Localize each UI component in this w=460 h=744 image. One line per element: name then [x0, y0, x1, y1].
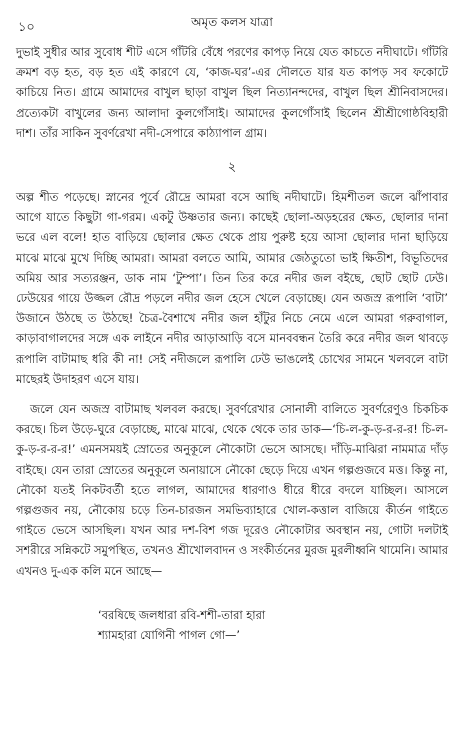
- paragraph-1: দুভাই সুধীর আর সুবোধ শীট এসে গাঁটরি বেঁধে পরণের কাপড় নিয়ে যেত কাচতে নদীঘাটে। গাঁটরি ক্রমশ বড় হত, বড় হত এই কারণে যে, ‘কাজ-ঘর’-এর দৌলতে যার যত কাপড় সব ফকোটে কাচিয়ে নিত। গ্রামে আমাদের বাখুল ছাড়া বাখুল ছিল নিত্যানন্দদের, বাখুল ছিল শ্রীনিবাসদের। প্রত্যেকটা বাখুলের জন্য আলাদা কুলগোঁসাই। আমাদের কুলগোঁসাই ছিলেন শ্রীশ্রীগোষ্ঠবিহারী দাশ। তাঁর সাকিন সুবর্ণরেখা নদী-সেপারে কাঠ্যাপাল গ্রাম।: [16, 45, 448, 140]
- paragraph-2: অল্প শীত পড়েছে। স্নানের পূর্বে রৌদ্রে আমরা বসে আছি নদীঘাটে। হিমশীতল জলে ঝাঁপাবার আগে যাতে কিছুটা গা-গরম। একটু উষ্ণতার জন্য। কাছেই ছোলা-অড়হরের ক্ষেত, ছোলার দানা ভরে এল বলে! হাত বাড়িয়ে ছোলার ক্ষেত থেকে প্রায় পুরুষ্ট হয়ে আসা ছোলার দানা ছাড়িয়ে মাঝে মাঝে মুখে দিচ্ছি আমরা। আমরা বলতে আমি, আমার জেঠতুতো ভাই ক্ষিতীশ, বিভূতিদের অমিয় আর সত্যরঞ্জন, ডাক নাম ‘টুম্পা’। তিন তির করে নদীর জল বইছে, ছোট ছোট ঢেউ। ঢেউয়ের গায়ে উজ্জল রৌদ্র পড়লে নদীর জল হেসে খেলে বেড়াচ্ছে। যেন অজস্র রূপালি ‘বাটা’ উজানে উঠছে ত উঠছে! চৈত্র-বৈশাখে নদীর জল হাঁটুর নিচে নেমে এলে আমরা গরুবাগাল, কাড়াবাগালদের সঙ্গে এক লাইনে নদীর আড়াআড়ি বসে মানববন্ধন তৈরি করে নদীর জল থাবড়ে রূপালি বাটামাছ ধরি কী না! সেই নদীজলে রূপালি ঢেউ ভাঙলেই চোখের সামনে খলবলে বাটা মাছেরই উদাহরণ এসে যায়।: [16, 190, 448, 386]
- verse-line-1: ‘বরষিছে জলধারা রবি-শশী-তারা হারা: [98, 607, 266, 622]
- verse-line-2: শ্যামহারা যোগিনী পাগল গো—’: [98, 628, 241, 643]
- page-header: [16, 0, 448, 40]
- section-number: ২: [227, 160, 237, 176]
- page-number: ১০: [18, 20, 35, 35]
- verse-block: [16, 605, 448, 646]
- paragraph-3: জলে যেন অজস্র বাটামাছ খলবল করছে। সুবর্ণরেখার সোনালী বালিতে সুবর্ণরেণুও চিকচিক করছে। চিল উড়ে-ঘুরে বেড়াচ্ছে, মাঝে মাঝে, থেকে থেকে তার ডাক—‘চি-ল-কু-ড়-র-র-র! চি-ল-কু-ড়-র-র-র!’ এমনসময়ই স্রোতের অনুকূলে নৌকোটা ভেসে আসছে। দাঁড়ি-মাঝিরা নামমাত্র দাঁড় বাইছে। যেন তারা স্রোতের অনুকূলে অনায়াসে নৌকো ছেড়ে দিয়ে এখন গল্পগুজবে মত্ত। কিন্তু না, নৌকো যতই নিকটবর্তী হতে লাগল, আমাদের ধারণাও ধীরে ধীরে বদলে যাচ্ছিল। আসলে গল্পগুজব নয়, নৌকোয় চড়ে তিন-চারজন সমভিব্যাহারে খোল-কত্তাল বাজিয়ে কীর্তন গাইতে গাইতে ভেসে আসছিল। যখন আর দশ-বিশ গজ দূরেও নৌকোটার অবস্থান নয়, গোটা দলটাই সশরীরে সন্নিকটে সমুপস্থিত, তখনও শ্রীখোলবাদন ও সংকীর্তনের মুরজ মুরলীধ্বনি থামেনি। আমার এখনও দু-এক কলি মনে আছে—: [16, 402, 448, 578]
- running-title: অমৃত কলস যাত্রা: [191, 15, 273, 29]
